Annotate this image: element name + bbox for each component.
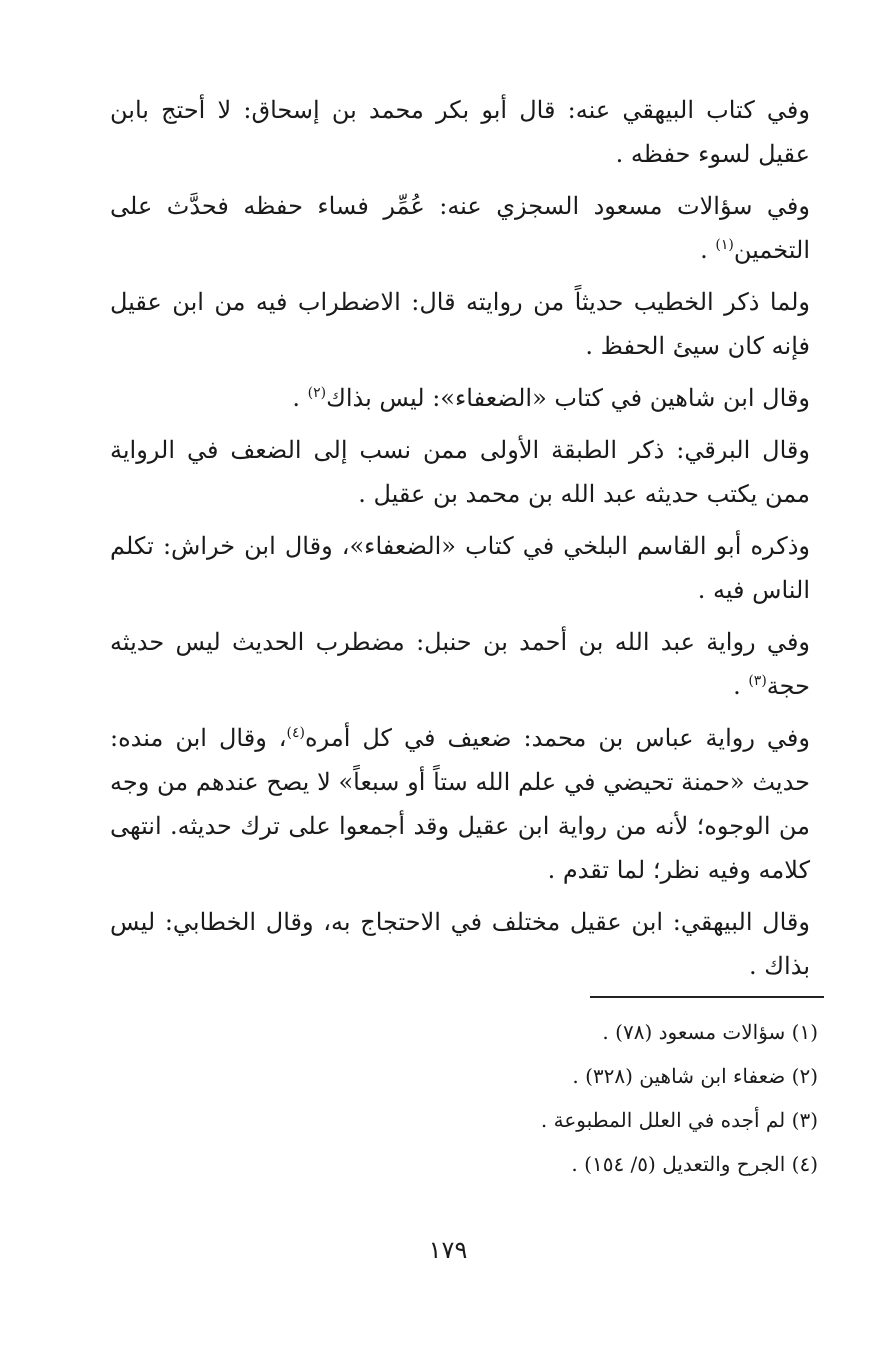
- paragraph-tail: .: [700, 236, 716, 264]
- paragraph-text: وفي سؤالات مسعود السجزي عنه: عُمِّر فساء حفظه فحدَّث على التخمين: [110, 192, 810, 264]
- footnote-marker: (٢): [307, 385, 327, 401]
- paragraph-1: [110, 88, 810, 176]
- paragraph-text: وقال البرقي: ذكر الطبقة الأولى ممن نسب إلى الضعف في الرواية ممن يكتب حديثه عبد الله بن محمد بن عقيل .: [110, 436, 810, 508]
- footnote-marker: (١): [715, 237, 734, 253]
- paragraph-9: [110, 900, 810, 988]
- paragraph-tail: ، وقال ابن منده: حديث «حمنة تحيضي في علم الله ستاً أو سبعاً» لا يصح عندهم من وجه من الوجوه؛ لأنه من رواية ابن عقيل وقد أجمعوا على ترك حديثه. انتهى كلامه وفيه نظر؛ لما تقدم .: [110, 724, 810, 884]
- footnote-4: (٤) الجرح والتعديل (٥/ ١٥٤) .: [571, 1152, 818, 1176]
- paragraph-text: وقال ابن شاهين في كتاب «الضعفاء»: ليس بذاك: [326, 384, 810, 412]
- footnote-1: (١) سؤالات مسعود (٧٨) .: [602, 1020, 818, 1044]
- paragraph-text: وقال البيهقي: ابن عقيل مختلف في الاحتجاج به، وقال الخطابي: ليس بذاك .: [110, 908, 810, 980]
- paragraph-6: [110, 524, 810, 612]
- footnote-marker: (٣): [748, 673, 767, 689]
- paragraph-tail: .: [733, 672, 749, 700]
- page-number: ١٧٩: [428, 1236, 468, 1264]
- footnotes: [118, 1010, 818, 1186]
- paragraph-3: [110, 280, 810, 368]
- main-text: [110, 88, 810, 996]
- paragraph-text: وفي كتاب البيهقي عنه: قال أبو بكر محمد بن إسحاق: لا أحتج بابن عقيل لسوء حفظه .: [110, 96, 810, 168]
- paragraph-text: وذكره أبو القاسم البلخي في كتاب «الضعفاء»، وقال ابن خراش: تكلم الناس فيه .: [110, 532, 810, 604]
- paragraph-4: [110, 376, 810, 420]
- footnote-3: (٣) لم أجده في العلل المطبوعة .: [540, 1108, 818, 1132]
- paragraph-tail: .: [292, 384, 308, 412]
- footnote-divider: [590, 996, 824, 998]
- paragraph-7: [110, 620, 810, 708]
- paragraph-5: [110, 428, 810, 516]
- paragraph-8: [110, 716, 810, 892]
- paragraph-text: وفي رواية عباس بن محمد: ضعيف في كل أمره: [305, 724, 810, 752]
- paragraph-text: ولما ذكر الخطيب حديثاً من روايته قال: الاضطراب فيه من ابن عقيل فإنه كان سيئ الحفظ .: [110, 288, 810, 360]
- paragraph-2: [110, 184, 810, 272]
- paragraph-text: وفي رواية عبد الله بن أحمد بن حنبل: مضطرب الحديث ليس حديثه حجة: [110, 628, 811, 700]
- footnote-marker: (٤): [286, 725, 306, 741]
- footnote-2: (٢) ضعفاء ابن شاهين (٣٢٨) .: [572, 1064, 818, 1088]
